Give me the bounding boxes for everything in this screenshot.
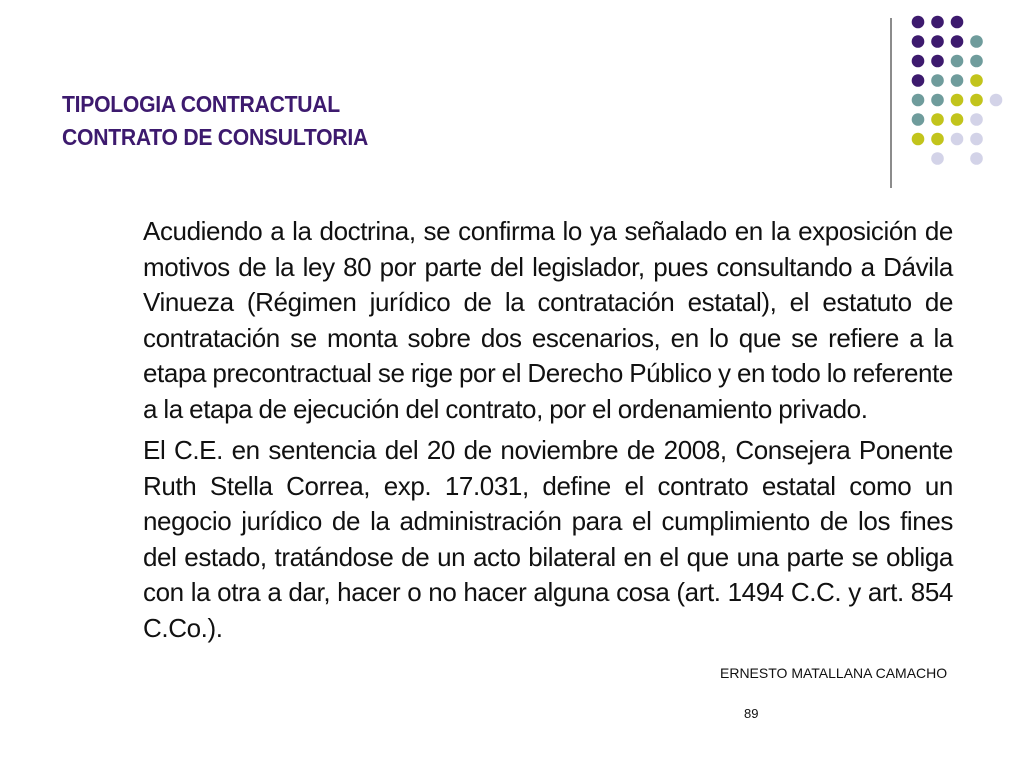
decorative-dot — [970, 152, 983, 165]
decorative-dot — [970, 133, 983, 146]
decorative-dot-grid — [0, 0, 1024, 200]
title-line-1: TIPOLOGIA CONTRACTUAL — [62, 91, 340, 117]
decorative-dot — [931, 94, 944, 107]
decorative-dot — [912, 94, 925, 107]
decorative-dot — [970, 94, 983, 107]
decorative-dot — [912, 35, 925, 48]
decorative-dot — [931, 55, 944, 68]
decorative-dot — [931, 16, 944, 29]
decorative-dot — [931, 133, 944, 146]
decorative-dot — [951, 55, 964, 68]
paragraph-sentencia: El C.E. en sentencia del 20 de noviembre de 2008, Consejera Ponente Ruth Stella Correa, exp. 17.031, define el contrato estatal como un negocio jurídico de la administración para el cumplimiento de los fines del estado, tratándose de un acto bilateral en el que una parte se obliga con la otra a dar, hacer o no hacer alguna cosa (art. 1494 C.C. y art. 854 C.Co.). — [143, 435, 953, 643]
decorative-dot — [951, 16, 964, 29]
author-name: ERNESTO MATALLANA CAMACHO — [720, 665, 948, 681]
decorative-dot — [951, 133, 964, 146]
slide-body — [143, 214, 953, 652]
page-number: 89 — [744, 706, 759, 721]
decorative-dot — [970, 35, 983, 48]
decorative-dot — [912, 133, 925, 146]
decorative-dot — [931, 113, 944, 126]
paragraph-doctrina: Acudiendo a la doctrina, se confirma lo ya señalado en la exposición de motivos de la ley 80 por parte del legislador, pues consultando a Dávila Vinueza (Régimen jurídico de la contratación estatal), el estatuto de contratación se monta sobre dos escenarios, en lo que se refiere a la etapa precontractual se rige por el Derecho Público y en todo lo referente a la etapa de ejecución del contrato, por el ordenamiento privado. — [143, 216, 953, 424]
decorative-dot — [951, 35, 964, 48]
decorative-dot — [970, 55, 983, 68]
decorative-dot — [912, 113, 925, 126]
decorative-dot — [912, 55, 925, 68]
decorative-dot — [931, 74, 944, 87]
decorative-dot — [951, 74, 964, 87]
decorative-dot — [912, 16, 925, 29]
decorative-dot — [951, 113, 964, 126]
decorative-dot — [990, 94, 1003, 107]
decorative-dot — [931, 152, 944, 165]
decorative-dot — [970, 74, 983, 87]
title-line-2: CONTRATO DE CONSULTORIA — [62, 124, 368, 150]
decorative-dot — [912, 74, 925, 87]
decorative-dot — [951, 94, 964, 107]
decorative-dot — [931, 35, 944, 48]
decorative-dot — [970, 113, 983, 126]
